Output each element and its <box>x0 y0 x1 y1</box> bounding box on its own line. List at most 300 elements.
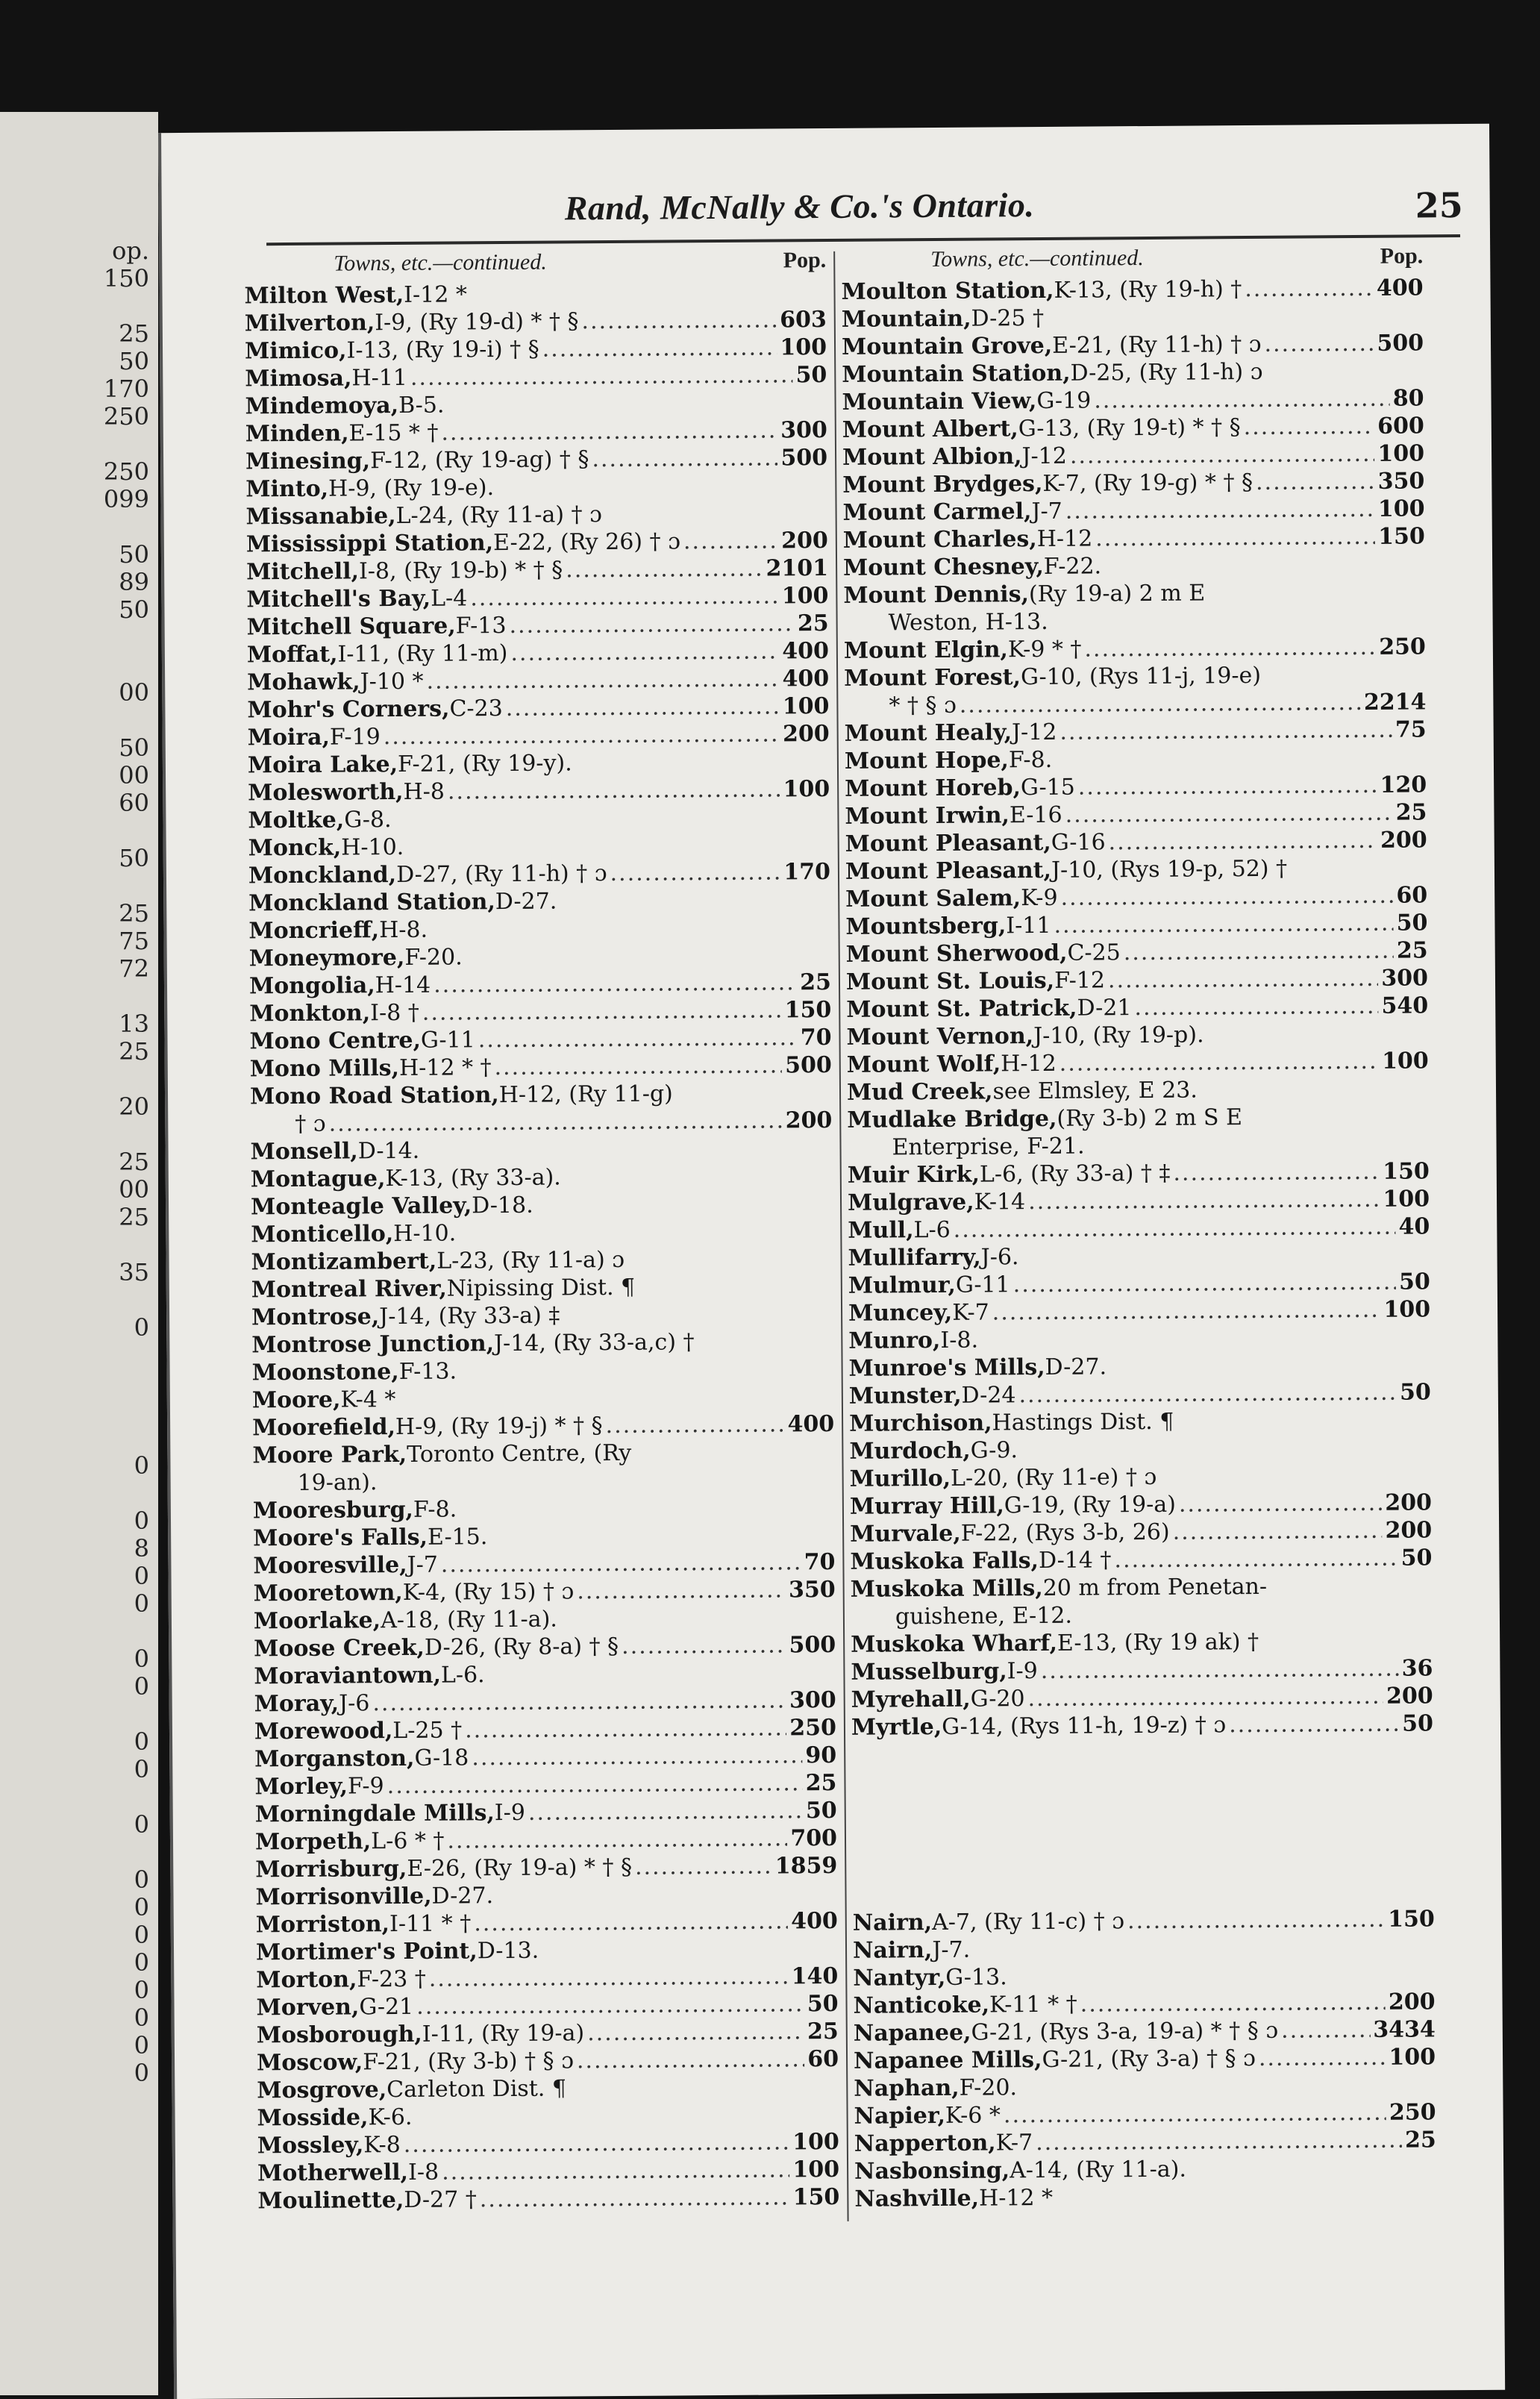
entry-name: Moore's Falls, <box>253 1524 428 1552</box>
left-column-heading <box>244 248 826 283</box>
entry-population: 50 <box>1402 1710 1434 1737</box>
leader-dots <box>622 1632 786 1660</box>
directory-entry <box>854 2182 1436 2213</box>
entry-location: I-8, (Ry 19-b) * † § <box>358 557 563 585</box>
directory-entry <box>246 583 828 614</box>
entry-population: 400 <box>791 1907 838 1935</box>
previous-page-fragment: 89 <box>119 568 149 596</box>
directory-entry <box>848 1324 1430 1355</box>
page-header-title: Rand, McNally & Co.'s Ontario. <box>564 186 1035 228</box>
entry-name: Morpeth, <box>254 1828 372 1856</box>
directory-entry <box>845 716 1427 748</box>
entry-location: J-14, (Ry 33-a,c) † <box>493 1329 695 1357</box>
directory-entry <box>843 523 1425 554</box>
entry-location: J-10, (Rys 19-p, 52) † <box>1051 855 1288 883</box>
directory-entry <box>842 468 1424 499</box>
entry-name: Morriston, <box>255 1911 390 1939</box>
entry-name: Mount Salem, <box>845 885 1021 913</box>
directory-entry <box>854 2016 1436 2048</box>
page-number: 25 <box>1415 185 1463 226</box>
leader-dots <box>605 1411 784 1439</box>
entry-location: K-9 <box>1021 884 1058 912</box>
leader-dots <box>577 1577 786 1604</box>
leader-dots <box>426 666 779 694</box>
entry-name: Mount Chesney, <box>842 553 1044 581</box>
entry-location: I-8 <box>407 2159 439 2186</box>
entry-population: 50 <box>1398 1269 1430 1295</box>
entry-name: Munster, <box>848 1382 962 1410</box>
entry-name: Mississippi Station, <box>245 530 494 558</box>
entry-population: 400 <box>787 1410 835 1438</box>
entry-name: Napanee Mills, <box>853 2047 1042 2074</box>
leader-dots <box>1244 413 1375 440</box>
leader-dots <box>1080 1989 1386 2018</box>
previous-page-fragment: 099 <box>103 485 149 513</box>
entry-population: 25 <box>805 1769 837 1797</box>
directory-entry <box>248 804 830 835</box>
directory-page <box>158 124 1505 2399</box>
directory-entry <box>843 551 1425 582</box>
directory-entry <box>846 965 1428 996</box>
directory-entry <box>845 799 1427 831</box>
column-heading-label: Towns, etc.—continued. <box>334 249 547 276</box>
entry-population: 100 <box>1389 2044 1436 2071</box>
entry-location: J-7 <box>407 1551 438 1578</box>
entry-population: 300 <box>1381 965 1429 992</box>
entry-name: Morton, <box>256 1966 357 1994</box>
directory-entry <box>845 744 1427 775</box>
leader-dots <box>1108 828 1377 856</box>
directory-entry <box>850 1517 1432 1548</box>
previous-page-fragment: 0 <box>134 1451 149 1480</box>
population-heading: Pop. <box>1380 243 1424 269</box>
entry-location: L-6. <box>440 1662 485 1689</box>
entry-population: 25 <box>1396 937 1428 964</box>
previous-page-fragment: 0 <box>134 2031 149 2059</box>
previous-page-fragment: 00 <box>119 678 149 707</box>
entry-location: L-6, (Ry 33-a) † ‡ <box>979 1160 1171 1188</box>
directory-entry <box>246 528 828 559</box>
directory-entry <box>247 610 829 642</box>
entry-name: Moira Lake, <box>247 751 398 779</box>
entry-location: J-12 <box>1021 442 1068 470</box>
directory-entry <box>848 1269 1430 1300</box>
entry-name: Minden, <box>245 420 349 448</box>
entry-location: H-14 <box>375 972 431 999</box>
directory-entry <box>854 2099 1436 2130</box>
entry-population: 300 <box>780 416 827 444</box>
directory-entry <box>846 1020 1428 1051</box>
directory-entry <box>245 334 827 366</box>
directory-entry <box>846 937 1428 969</box>
entry-name: Murvale, <box>850 1520 961 1548</box>
previous-page-fragment: 60 <box>119 789 149 817</box>
entry-location: H-9, (Ry 19-j) * † § <box>395 1413 603 1441</box>
directory-entry <box>252 1411 834 1442</box>
entry-name: Mount St. Louis, <box>845 967 1055 995</box>
leader-dots <box>480 2184 790 2212</box>
entry-location: D-25 † <box>971 304 1045 332</box>
entry-name: Munroe's Mills, <box>848 1354 1045 1382</box>
directory-entry <box>257 2101 839 2133</box>
entry-location: D-27, (Ry 11-h) † ɔ <box>396 860 607 889</box>
entry-population: 25 <box>800 969 832 996</box>
directory-entry <box>851 1710 1433 1742</box>
directory-entry <box>255 1798 837 1829</box>
directory-entry <box>844 634 1426 665</box>
previous-page-fragment: 35 <box>119 1258 149 1286</box>
entry-name: Mount Wolf, <box>846 1051 1001 1078</box>
entry-name: Moorefield, <box>252 1414 396 1442</box>
entry-population: 36 <box>1401 1655 1433 1682</box>
directory-entry <box>249 997 831 1028</box>
entry-location: D-27. <box>1045 1354 1107 1380</box>
entry-location: K-8 <box>363 2132 401 2159</box>
entry-location: L-20, (Ry 11-e) † ɔ <box>950 1463 1157 1492</box>
directory-entry <box>256 1936 838 1967</box>
entry-name: Nairn, <box>852 1909 933 1936</box>
entry-location: G-11 <box>420 1027 475 1054</box>
directory-entry <box>851 1572 1433 1604</box>
previous-page-fragment: 50 <box>119 844 149 872</box>
entry-location: F-22. <box>1043 553 1102 580</box>
left-column <box>244 248 839 2215</box>
entry-location: G-19 <box>1036 387 1092 415</box>
entry-population: 3434 <box>1373 2016 1436 2043</box>
directory-entry <box>251 1218 833 1249</box>
entry-name: Motherwell, <box>257 2159 409 2187</box>
leader-dots <box>441 1549 801 1577</box>
entry-population: 400 <box>1376 275 1424 301</box>
entry-location: K-7 <box>995 2130 1033 2156</box>
entry-population: 50 <box>1400 1545 1433 1571</box>
leader-dots <box>1245 275 1374 302</box>
directory-entry <box>256 1963 838 1995</box>
entry-name: Morrisonville, <box>255 1883 432 1911</box>
entry-location: E-15 * † <box>348 419 439 447</box>
right-column <box>841 243 1436 2213</box>
previous-page-fragment: 00 <box>119 1175 149 1204</box>
directory-entry <box>253 1494 835 1525</box>
directory-entry <box>255 1825 837 1857</box>
leader-dots <box>1084 634 1376 663</box>
previous-page-fragment: 0 <box>134 1645 149 1673</box>
leader-dots <box>441 417 777 445</box>
entry-name: Myrehall, <box>851 1686 971 1713</box>
entry-location: F-23 † <box>357 1965 426 1993</box>
entry-name: Morewood, <box>254 1718 393 1745</box>
entry-location: Toronto Centre, (Ry <box>407 1439 632 1468</box>
entry-name: Moltke, <box>248 807 345 834</box>
leader-dots <box>506 693 780 722</box>
entry-name: Mount Vernon, <box>846 1023 1034 1051</box>
entry-name: Muskoka Wharf, <box>851 1630 1058 1658</box>
previous-page-fragment: 0 <box>134 1893 149 1921</box>
leader-dots <box>472 1742 802 1771</box>
entry-name: Mount Elgin, <box>843 636 1009 664</box>
directory-entry <box>254 1577 836 1608</box>
leader-dots <box>1124 938 1394 966</box>
entry-name: Moulton Station, <box>841 277 1054 305</box>
entry-name: Mosgrove, <box>257 2077 387 2104</box>
directory-entry <box>255 1880 837 1912</box>
entry-location: G-8. <box>344 807 392 833</box>
directory-entry <box>252 1439 834 1470</box>
entry-population: 603 <box>780 306 827 334</box>
directory-entry <box>848 1213 1430 1245</box>
entry-location: F-20. <box>404 944 463 971</box>
entry-location: Enterprise, F-21. <box>892 1133 1085 1161</box>
directory-entry <box>845 827 1427 858</box>
leader-dots <box>1059 717 1392 745</box>
entry-population: 170 <box>783 858 831 886</box>
leader-dots <box>416 1991 804 2020</box>
leader-dots <box>372 1687 786 1716</box>
entry-population: 100 <box>1377 440 1425 467</box>
entry-location: E-13, (Ry 19 ak) † <box>1057 1628 1259 1657</box>
directory-entry <box>251 1163 833 1194</box>
entry-name: Mount Horeb, <box>845 775 1021 802</box>
leader-dots <box>448 776 780 804</box>
entry-name: Monkton, <box>249 1000 371 1028</box>
entry-name: Morningdale Mills, <box>254 1800 495 1828</box>
entry-name: Napier, <box>854 2102 946 2130</box>
entry-population: 200 <box>1385 1517 1433 1544</box>
leader-dots <box>1059 1048 1380 1077</box>
previous-page-fragment: 250 <box>103 457 149 486</box>
leader-dots <box>1108 966 1379 994</box>
entry-population: 100 <box>1383 1296 1431 1323</box>
entry-location: see Elmsley, E 23. <box>992 1077 1198 1105</box>
entry-name: Mountain View, <box>842 388 1037 416</box>
leader-dots <box>1018 1380 1397 1409</box>
leader-dots <box>566 556 763 584</box>
directory-entry <box>250 1107 832 1139</box>
entry-population: 150 <box>792 2183 840 2211</box>
entry-population: 500 <box>780 444 828 472</box>
entry-location: L-23, (Ry 11-a) ɔ <box>436 1246 625 1274</box>
entry-population: 25 <box>797 610 829 637</box>
entry-population: 80 <box>1392 385 1424 412</box>
directory-entry <box>256 1908 838 1939</box>
entry-name: Moore, <box>251 1386 341 1414</box>
entry-name: Moorlake, <box>253 1607 381 1635</box>
entry-location: E-16 <box>1009 801 1062 829</box>
entry-location: H-12 <box>1001 1050 1057 1077</box>
entry-name: Muskoka Falls, <box>850 1548 1039 1575</box>
entry-name: Mount Charles, <box>842 526 1037 554</box>
previous-page-fragment: 25 <box>119 319 149 348</box>
entry-name: Myrtle, <box>851 1713 942 1741</box>
column-heading-label: Towns, etc.—continued. <box>930 245 1144 272</box>
entry-location: J-12 <box>1011 719 1057 746</box>
directory-entry <box>847 1048 1429 1079</box>
entry-population: 600 <box>1377 413 1424 440</box>
leader-dots <box>1173 1518 1383 1545</box>
entry-location: I-8. <box>940 1327 979 1354</box>
entry-population: 200 <box>1386 1683 1433 1710</box>
previous-page-edge <box>0 112 158 2395</box>
entry-location: B-5. <box>398 392 445 419</box>
entry-location: D-24 <box>961 1382 1016 1409</box>
entry-location: F-21, (Ry 19-y). <box>397 750 572 778</box>
entry-location: K-6 * <box>945 2102 1001 2129</box>
directory-entry <box>844 606 1426 637</box>
entry-name: Mount Pleasant, <box>845 857 1052 885</box>
entry-location: Weston, H-13. <box>888 608 1048 636</box>
entry-location: C-23 <box>449 695 503 722</box>
leader-dots <box>581 307 777 334</box>
entry-name: Mull, <box>848 1217 914 1244</box>
entry-population: 140 <box>791 1962 839 1990</box>
directory-entry <box>254 1632 836 1663</box>
entry-location: H-12, (Ry 11-g) <box>498 1080 673 1109</box>
directory-entry <box>244 279 826 310</box>
directory-entry <box>257 2129 839 2160</box>
previous-page-fragment: 13 <box>119 1010 149 1038</box>
directory-entry <box>253 1521 835 1553</box>
entry-name: Mooresburg, <box>252 1496 414 1524</box>
entry-population: 40 <box>1398 1213 1430 1240</box>
entry-location: D-27. <box>431 1883 494 1909</box>
directory-entry <box>248 859 830 890</box>
entry-name: Morrisburg, <box>255 1855 407 1883</box>
entry-location: G-15 <box>1020 774 1075 801</box>
leader-dots <box>1179 1490 1383 1518</box>
entry-name: Mongolia, <box>248 972 375 1000</box>
leader-dots <box>410 362 793 391</box>
entry-population: 150 <box>1388 1906 1435 1933</box>
entry-location: H-12 * † <box>398 1054 492 1082</box>
entry-population: 200 <box>781 527 828 554</box>
entry-location: I-11, (Ry 11-m) <box>337 639 508 668</box>
previous-page-fragment: 8 <box>134 1534 149 1563</box>
directory-entry <box>245 362 827 393</box>
leader-dots <box>422 997 782 1025</box>
leader-dots <box>1256 469 1375 495</box>
entry-location: G-18 <box>414 1745 469 1771</box>
previous-page-fragment: 0 <box>134 1313 149 1342</box>
entry-location: G-10, (Rys 11-j, 19-e) <box>1020 662 1262 691</box>
previous-page-fragment: 25 <box>119 899 149 928</box>
previous-page-fragment: 0 <box>134 1727 149 1756</box>
entry-location: D-18. <box>472 1192 533 1219</box>
entry-population: 2214 <box>1363 689 1427 716</box>
entry-location: F-22, (Rys 3-b, 26) <box>960 1518 1170 1547</box>
entry-population: 70 <box>800 1024 832 1051</box>
entry-location: I-11 * † <box>389 1910 472 1938</box>
entry-name: Mohr's Corners, <box>247 695 450 724</box>
entry-name: Morganston, <box>254 1745 415 1773</box>
entry-location: G-14, (Rys 11-h, 19-z) † ɔ <box>942 1712 1227 1740</box>
entry-name: Mudlake Bridge, <box>847 1105 1057 1133</box>
entry-location: † ɔ <box>295 1110 326 1137</box>
entry-location: E-15. <box>427 1524 488 1551</box>
entry-location: F-8. <box>1008 746 1053 774</box>
entry-population: 100 <box>1383 1186 1430 1213</box>
directory-entry <box>247 693 829 725</box>
directory-entry <box>841 275 1423 306</box>
directory-entry <box>248 914 830 945</box>
entry-location: Hastings Dist. ¶ <box>992 1408 1174 1436</box>
entry-name: Morven, <box>256 1994 360 2021</box>
entry-location: G-21, (Rys 3-a, 19-a) * † § ɔ <box>971 2017 1279 2046</box>
entry-location: F-20. <box>959 2074 1018 2101</box>
entry-name: Mud Creek, <box>846 1078 993 1106</box>
directory-entry <box>248 886 830 918</box>
directory-entry <box>848 1186 1430 1217</box>
entry-population: 100 <box>782 692 830 720</box>
directory-entry <box>245 307 827 338</box>
entry-name: Monckland Station, <box>248 889 495 917</box>
entry-name: Mossley, <box>257 2132 364 2159</box>
entry-name: Milverton, <box>244 310 375 337</box>
entry-location: (Ry 3-b) 2 m S E <box>1057 1104 1243 1132</box>
directory-entry <box>247 638 829 669</box>
leader-dots <box>1028 1186 1380 1215</box>
entry-location: J-6. <box>980 1244 1019 1271</box>
entry-location: J-10, (Ry 19-p). <box>1033 1022 1204 1050</box>
entry-name: Naphan, <box>854 2074 960 2102</box>
directory-entry <box>248 776 830 807</box>
entry-location: 19-an). <box>297 1469 378 1496</box>
entry-location: K-9 * † <box>1007 636 1082 663</box>
entry-name: Montrose Junction, <box>251 1330 495 1359</box>
entry-name: Mount Irwin, <box>845 802 1010 830</box>
entry-location: K-7, (Ry 19-g) * † § <box>1042 469 1253 497</box>
entry-population: 400 <box>782 665 830 692</box>
leader-dots <box>329 1107 783 1136</box>
entry-population: 120 <box>1380 772 1427 798</box>
entry-location: K-4, (Ry 15) † ɔ <box>402 1578 575 1606</box>
previous-page-fragment: 0 <box>134 1810 149 1839</box>
leader-dots <box>1094 386 1390 414</box>
entry-population: 250 <box>789 1714 837 1742</box>
leader-dots <box>954 1214 1396 1243</box>
leader-dots <box>587 2018 804 2046</box>
entry-location: I-11, (Ry 19-a) <box>422 2020 585 2048</box>
entry-name: Moray, <box>254 1690 339 1718</box>
entry-location: F-21, (Ry 3-b) † § ɔ <box>363 2048 575 2076</box>
directory-entry <box>845 772 1427 803</box>
entry-name: Moneymore, <box>248 944 405 972</box>
entry-name: Monsell, <box>250 1138 358 1166</box>
entry-location: Nipissing Dist. ¶ <box>446 1274 636 1302</box>
entry-name: Mooretown, <box>253 1579 403 1607</box>
directory-entry <box>250 1080 832 1111</box>
entry-name: Monteagle Valley, <box>250 1192 472 1221</box>
directory-entry <box>250 1135 832 1166</box>
entry-location: H-12 <box>1036 525 1093 553</box>
entry-location: G-13. <box>945 1964 1007 1991</box>
entry-location: D-27. <box>495 888 557 916</box>
entry-population: 200 <box>1385 1489 1433 1516</box>
leader-dots <box>577 2046 805 2074</box>
previous-page-fragment: op. <box>112 237 149 265</box>
entry-name: Mono Centre, <box>249 1027 422 1055</box>
directory-entry <box>245 445 827 476</box>
entry-name: Mimico, <box>244 337 347 365</box>
directory-entry <box>854 2071 1436 2103</box>
section-gap <box>851 1738 1435 1909</box>
entry-location: E-22, (Ry 26) † ɔ <box>492 528 681 557</box>
entry-location: L-25 † <box>392 1717 463 1745</box>
directory-entry <box>842 495 1424 527</box>
entry-population: 150 <box>784 996 832 1024</box>
entry-location: K-11 * † <box>989 1991 1077 2018</box>
directory-entry <box>849 1434 1431 1466</box>
entry-name: Musselburg, <box>851 1658 1007 1686</box>
